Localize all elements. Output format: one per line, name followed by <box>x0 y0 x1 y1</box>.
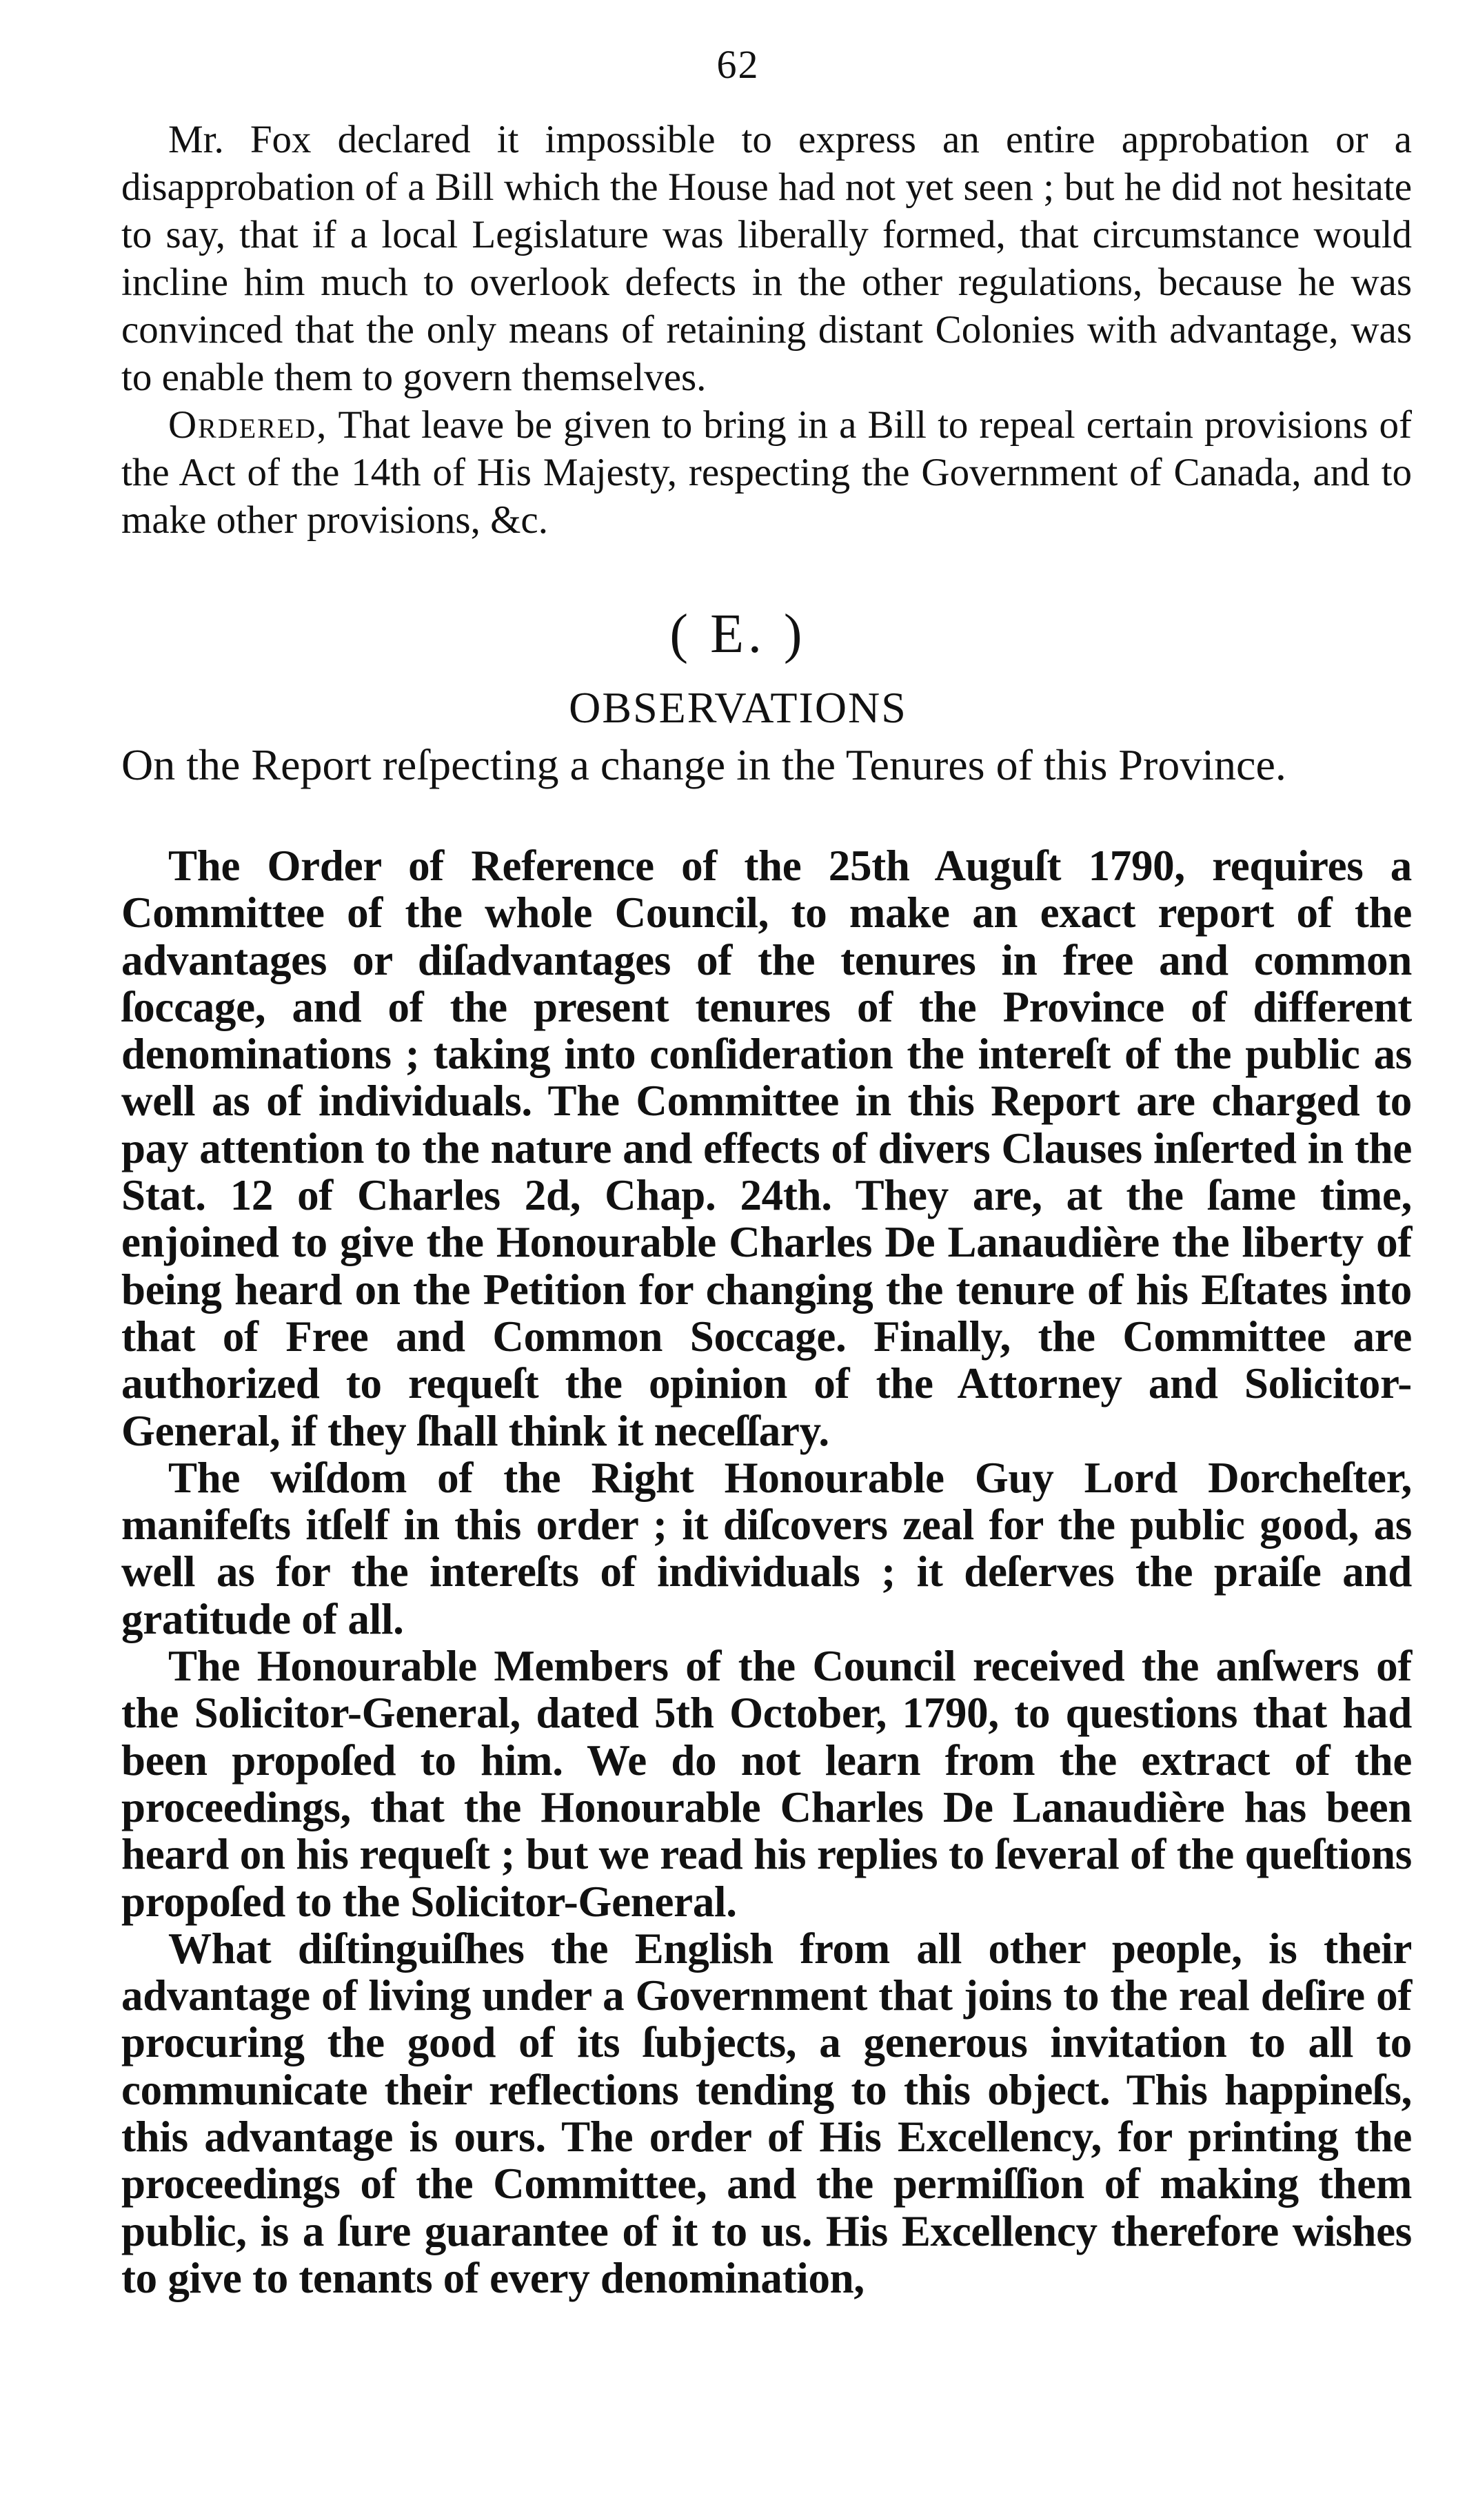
intro-block <box>121 116 1412 544</box>
fox-paragraph: Mr. Fox declared it impossible to express an entire approbation or a disapprobation of a Bill which the House had not yet seen ; but he did not hesitate to say, that if a local Legislature was liberally formed, that circumstance would incline him much to overlook defects in the other regulations, because he was convinced that the only means of retaining distant Colonies with advantage, was to enable them to govern themselves. <box>121 118 1412 399</box>
ordered-paragraph <box>121 401 1412 544</box>
body-paragraph-4: What diſtinguiſhes the English from all other people, is their advantage of living under a Government that joins to the real deſire of procuring the good of its ſubjects, a generous invitation to all to communicate their reflections tending to this object. This happineſs, this advantage is ours. The order of His Excellency, for printing the proceedings of the Committee, and the permiſſion of making them public, is a ſure guarantee of it to us. His Excellency therefore wishes to give to tenants of every denomination, <box>121 1924 1412 2302</box>
body-paragraph-2: The wiſdom of the Right Honourable Guy Lord Dorcheſter, manifeſts itſelf in this order ; it diſcovers zeal for the public good, as well as for the intereſts of individuals ; it deſerves the praiſe and gratitude of all. <box>121 1453 1412 1643</box>
ordered-lead: Ordered, <box>168 403 328 447</box>
body-paragraph-3: The Honourable Members of the Council received the anſwers of the Solicitor-General, dated 5th October, 1790, to questions that had been propoſed to him. We do not learn from the extract of the proceedings, that the Honourable Charles De Lanaudière has been heard on his requeſt ; but we read his replies to ſeveral of the queſtions propoſed to the Solicitor-General. <box>121 1642 1412 1926</box>
body-paragraph-1: The Order of Reference of the 25th Auguſt 1790, requires a Committee of the whole Council, to make an exact report of the advantages or diſadvantages of the tenures in free and common ſoccage, and of the present tenures of the Province of different denominations ; taking into conſideration the intereſt of the public as well as of individuals. The Committee in this Report are charged to pay attention to the nature and effects of divers Clauses inſerted in the Stat. 12 of Charles 2d, Chap. 24th. They are, at the ſame time, enjoined to give the Honourable Charles De Lanaudière the liberty of being heard on the Petition for changing the tenure of his Eſtates into that of Free and Common Soccage. Finally, the Committee are authorized to requeſt the opinion of the Attorney and Solicitor-General, if they ſhall think it neceſſary. <box>121 842 1412 1455</box>
section-subtitle: On the Report reſpecting a change in the Tenures of this Province. <box>121 740 1286 789</box>
section-mark: ( E. ) <box>669 604 807 664</box>
body-block <box>121 842 1412 2301</box>
ordered-text: That leave be given to bring in a Bill to repeal certain provisions of the Act of the 14th of His Majesty, respecting the Government of Canada, and to make other provisions, &c. <box>121 403 1412 542</box>
page-number: 62 <box>716 42 760 87</box>
section-title: OBSERVATIONS <box>569 683 907 732</box>
